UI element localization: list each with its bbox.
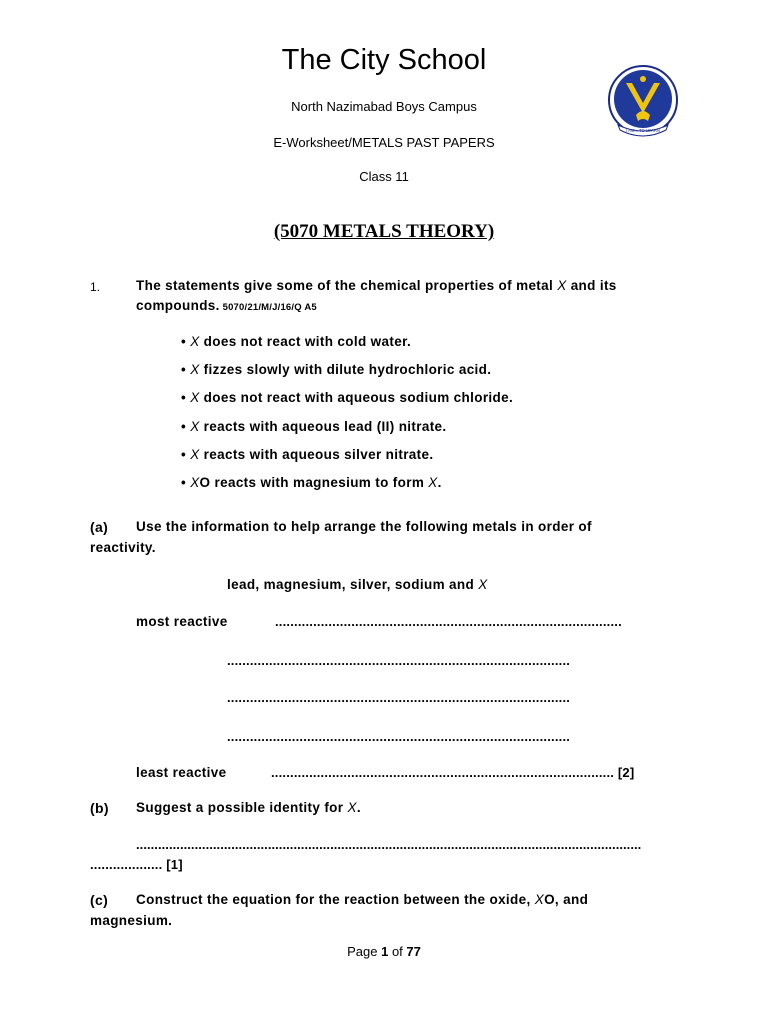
- most-reactive-label: most reactive: [136, 614, 228, 629]
- least-reactive-label: least reactive: [136, 765, 227, 780]
- answer-line[interactable]: ................... [1]: [90, 857, 183, 872]
- worksheet-title: E-Worksheet/METALS PAST PAPERS: [273, 135, 495, 150]
- school-logo: [604, 63, 682, 141]
- question-number: 1.: [90, 280, 101, 294]
- part-c-line2: magnesium.: [90, 913, 173, 928]
- metals-list: lead, magnesium, silver, sodium and X: [227, 577, 488, 592]
- answer-line[interactable]: .......................................................................................... [2]: [271, 765, 635, 780]
- part-c-label: (c): [90, 892, 109, 908]
- part-c-line1: Construct the equation for the reaction between the oxide, XO, and: [136, 892, 589, 907]
- bullet-item: • X does not react with aqueous sodium chloride.: [181, 390, 514, 405]
- part-b-label: (b): [90, 800, 109, 816]
- question-reference: 5070/21/M/J/16/Q A5: [219, 302, 317, 313]
- bullet-item: • XO reacts with magnesium to form X.: [181, 475, 442, 490]
- school-title: The City School: [281, 44, 487, 76]
- answer-line[interactable]: ..........................................................................................: [227, 653, 571, 668]
- bullet-item: • X reacts with aqueous silver nitrate.: [181, 447, 434, 462]
- answer-line[interactable]: ...........................................................................................: [275, 614, 622, 629]
- part-a-line1: Use the information to help arrange the following metals in order of: [136, 519, 592, 534]
- part-b-question: Suggest a possible identity for X.: [136, 800, 361, 815]
- bullet-item: • X does not react with cold water.: [181, 334, 412, 349]
- part-a-line2: reactivity.: [90, 540, 156, 555]
- bullet-item: • X fizzes slowly with dilute hydrochloric acid.: [181, 362, 492, 377]
- section-title: (5070 METALS THEORY): [273, 221, 495, 242]
- answer-line[interactable]: ..........................................................................................: [227, 729, 571, 744]
- marks: [2]: [617, 765, 635, 780]
- page-footer: Page 1 of 77: [347, 944, 421, 959]
- logo-motto: I AM... TO LEARN: [626, 128, 660, 133]
- class-label: Class 11: [359, 169, 409, 184]
- bullet-item: • X reacts with aqueous lead (II) nitrate.: [181, 419, 447, 434]
- question-stem-line2: compounds. 5070/21/M/J/16/Q A5: [136, 298, 317, 313]
- answer-line[interactable]: ..........................................................................................: [227, 690, 571, 705]
- campus-name: North Nazimabad Boys Campus: [291, 99, 477, 114]
- marks: [1]: [166, 857, 183, 872]
- question-stem-line1: The statements give some of the chemical properties of metal X and its: [136, 278, 617, 293]
- part-a-label: (a): [90, 519, 109, 535]
- answer-line[interactable]: ..........................................................................................................................................: [136, 837, 642, 852]
